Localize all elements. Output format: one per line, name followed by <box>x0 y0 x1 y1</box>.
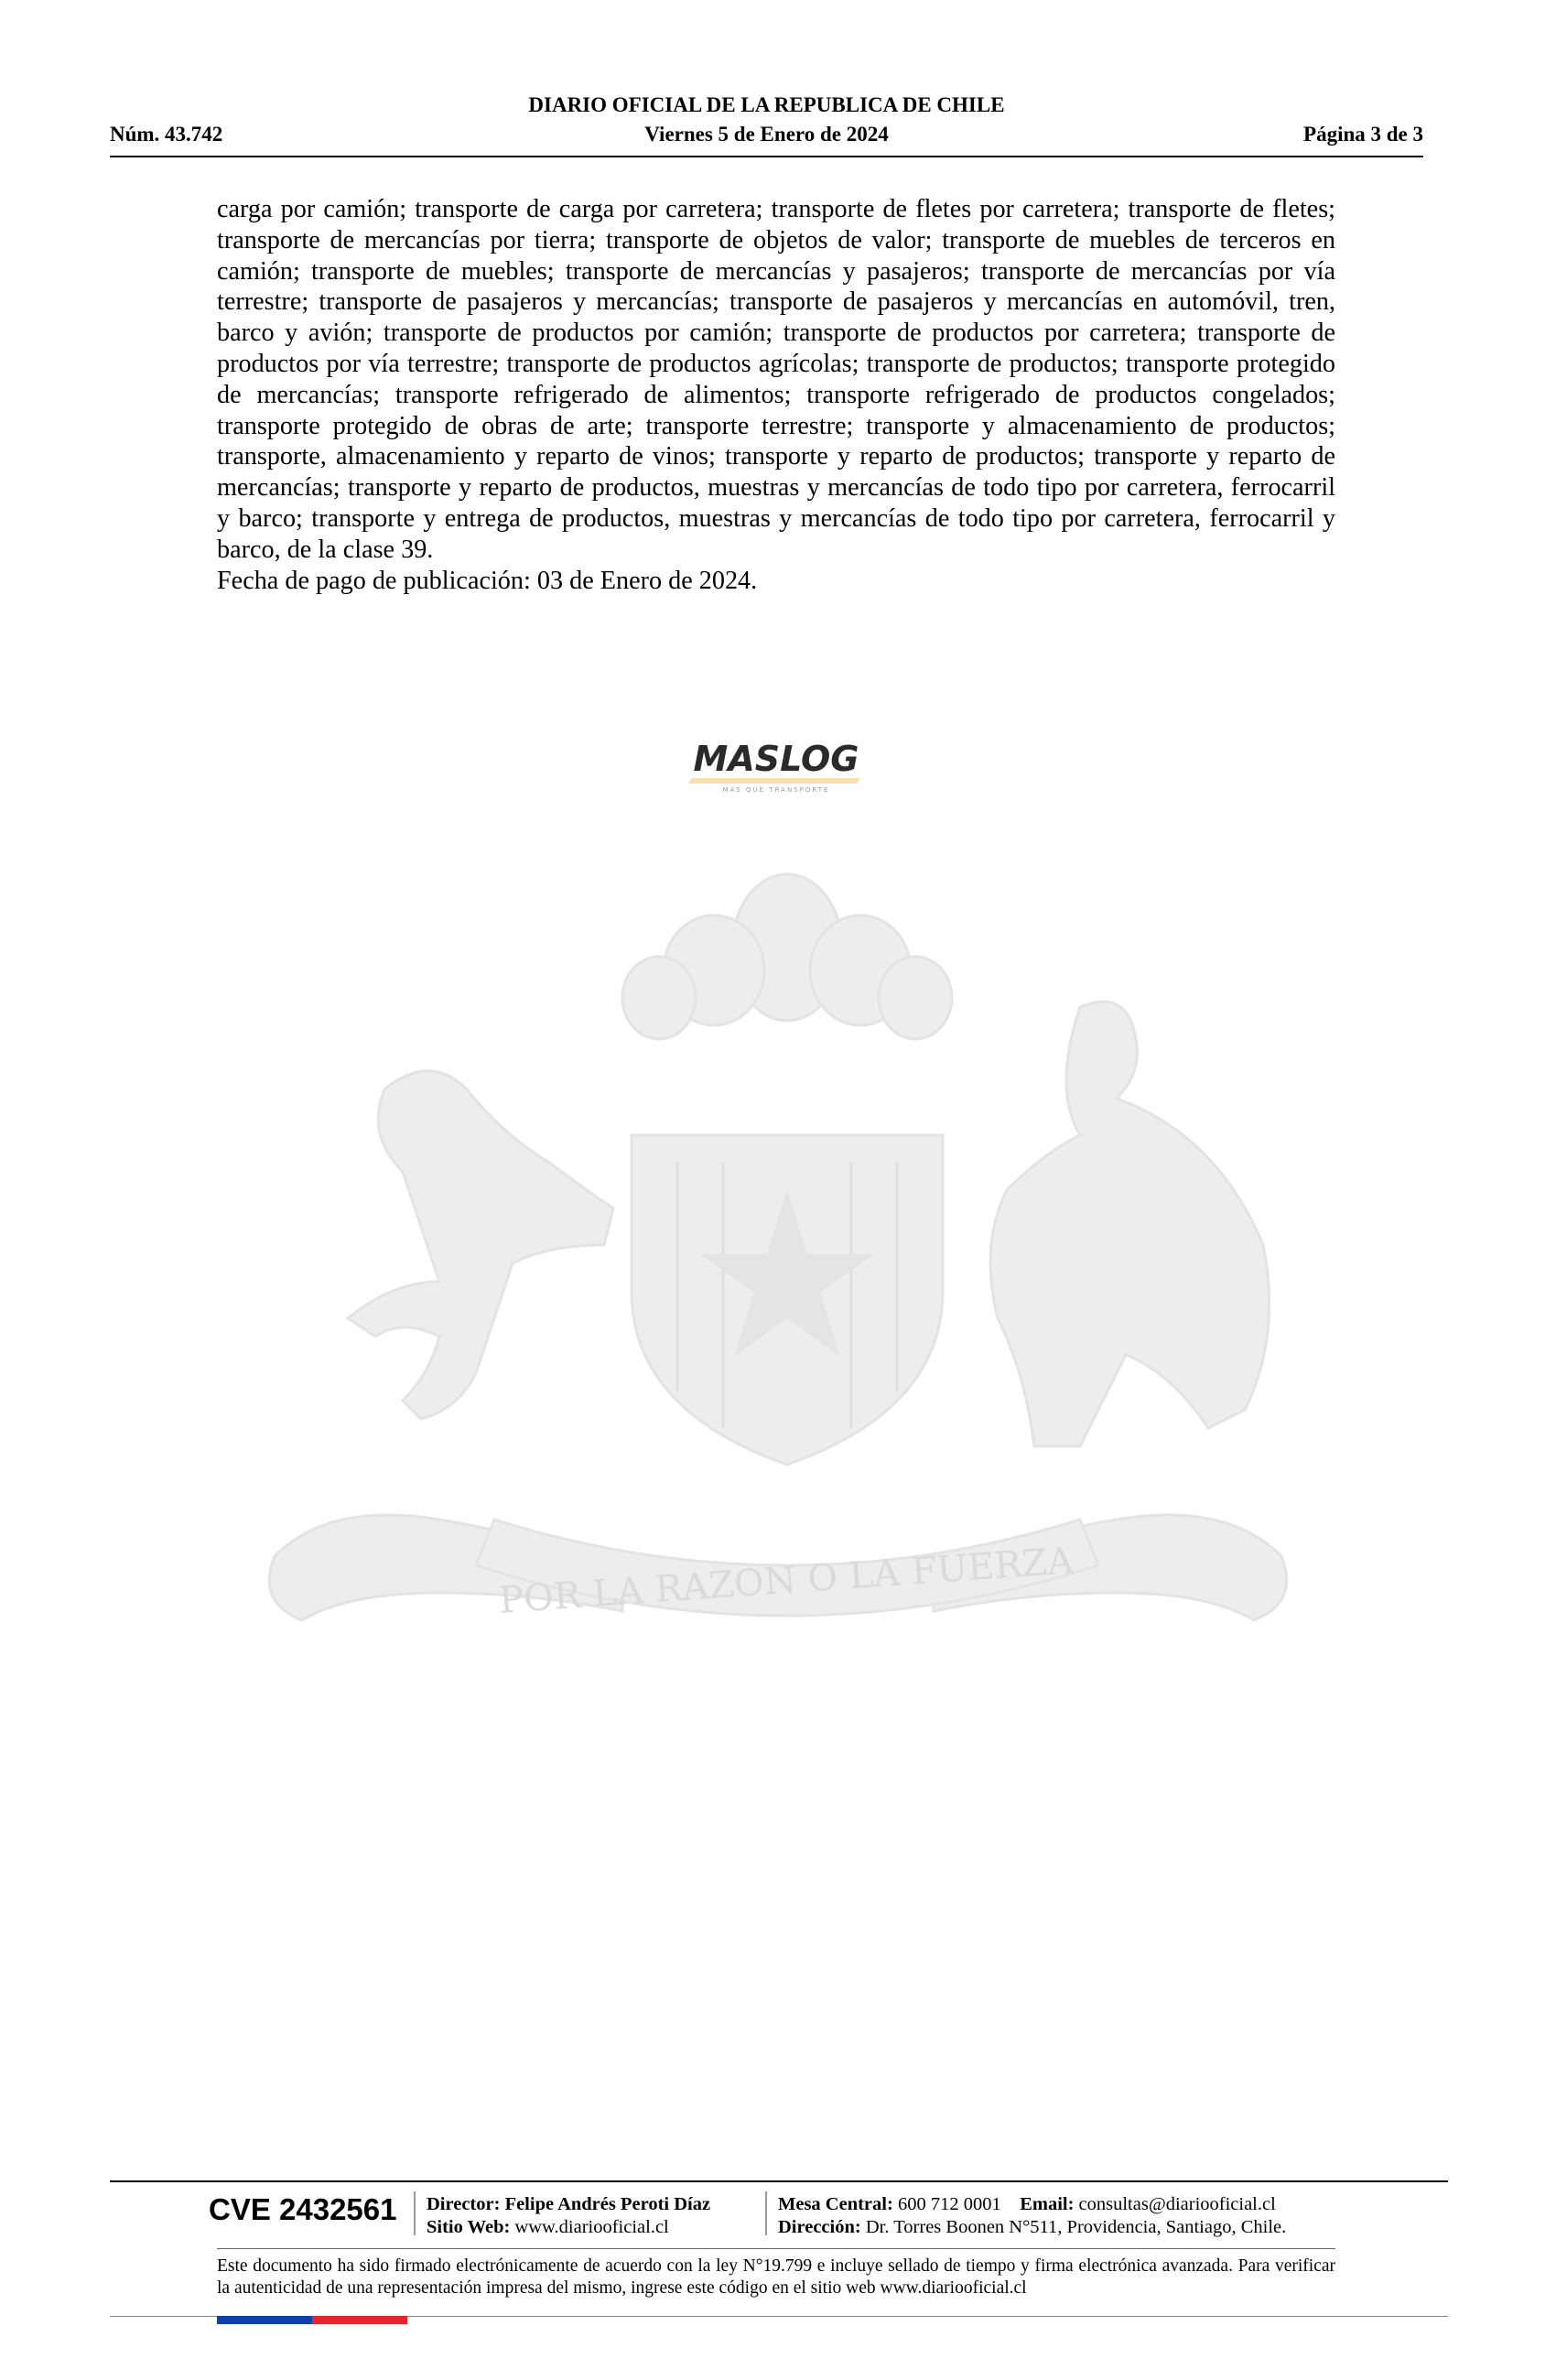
mesa-label: Mesa Central: <box>778 2194 893 2214</box>
email-link[interactable]: consultas@diariooficial.cl <box>1078 2194 1276 2214</box>
document-body <box>217 194 1335 596</box>
legal-notice: Este documento ha sido firmado electrónicamente de acuerdo con la ley N°19.799 e incluye sellado de tiempo y firma electrónica avanzada. Para verificar la autenticidad de una representación impresa del mismo, ingrese este código en el sitio web www.diariooficial.cl <box>217 2256 1335 2298</box>
page-indicator: Página 3 de 3 <box>1303 123 1423 146</box>
mesa-value: 600 712 0001 <box>897 2194 1001 2214</box>
publication-title: DIARIO OFICIAL DE LA REPUBLICA DE CHILE <box>528 93 1005 116</box>
address-value: Dr. Torres Boonen N°511, Providencia, Santiago, Chile. <box>865 2217 1287 2237</box>
email-label: Email: <box>1020 2194 1075 2214</box>
cve-code: CVE 2432561 <box>209 2192 397 2226</box>
payment-date: Fecha de pago de publicación: 03 de Enero de 2024. <box>217 566 758 595</box>
footer-divider-mid <box>217 2248 1335 2249</box>
coat-of-arms-watermark <box>201 860 1355 1684</box>
contact-info <box>778 2193 1286 2239</box>
footer-separator <box>414 2191 416 2235</box>
flag-stripe <box>217 2316 407 2324</box>
header-divider <box>110 156 1423 157</box>
web-label: Sitio Web: <box>427 2217 511 2237</box>
page-header <box>110 93 1423 156</box>
flag-stripe-blue <box>217 2316 312 2324</box>
logo-wordmark: MASLOG <box>693 739 859 779</box>
web-link[interactable]: www.diariooficial.cl <box>514 2217 669 2237</box>
footer-divider-top <box>110 2180 1448 2182</box>
seal-motto: POR LA RAZON O LA FUERZA <box>497 1540 1075 1622</box>
flag-stripe-red <box>312 2316 407 2324</box>
maslog-logo <box>675 723 877 796</box>
logo-tagline: MAS QUE TRANSPORTE <box>722 786 830 794</box>
footer-separator <box>765 2191 767 2235</box>
issue-date: Viernes 5 de Enero de 2024 <box>644 123 889 146</box>
director-info <box>427 2193 710 2239</box>
issue-number: Núm. 43.742 <box>110 123 223 146</box>
body-paragraph: carga por camión; transporte de carga por carretera; transporte de fletes por carretera; transporte de fletes; transporte de mercancías por tierra; transporte de objetos de valor; transporte de muebles de terceros en camión; transporte de muebles; transporte de mercancías y pasajeros; transporte de mercancías por vía terrestre; transporte de pasajeros y mercancías; transporte de pasajeros y mercancías en automóvil, tren, barco y avión; transporte de productos por camión; transporte de productos por carretera; transporte de productos por vía terrestre; transporte de productos agrícolas; transporte de productos; transporte protegido de mercancías; transporte refrigerado de alimentos; transporte refrigerado de productos congelados; transporte protegido de obras de arte; transporte terrestre; transporte y almacenamiento de productos; transporte, almacenamiento y reparto de vinos; transporte y reparto de productos; transporte y reparto de mercancías; transporte y reparto de productos, muestras y mercancías de todo tipo por carretera, ferrocarril y barco; transporte y entrega de productos, muestras y mercancías de todo tipo por carretera, ferrocarril y barco, de la clase 39. <box>217 195 1335 564</box>
director-name: Felipe Andrés Peroti Díaz <box>504 2194 711 2214</box>
address-label: Dirección: <box>778 2217 861 2237</box>
director-label: Director: <box>427 2194 501 2214</box>
